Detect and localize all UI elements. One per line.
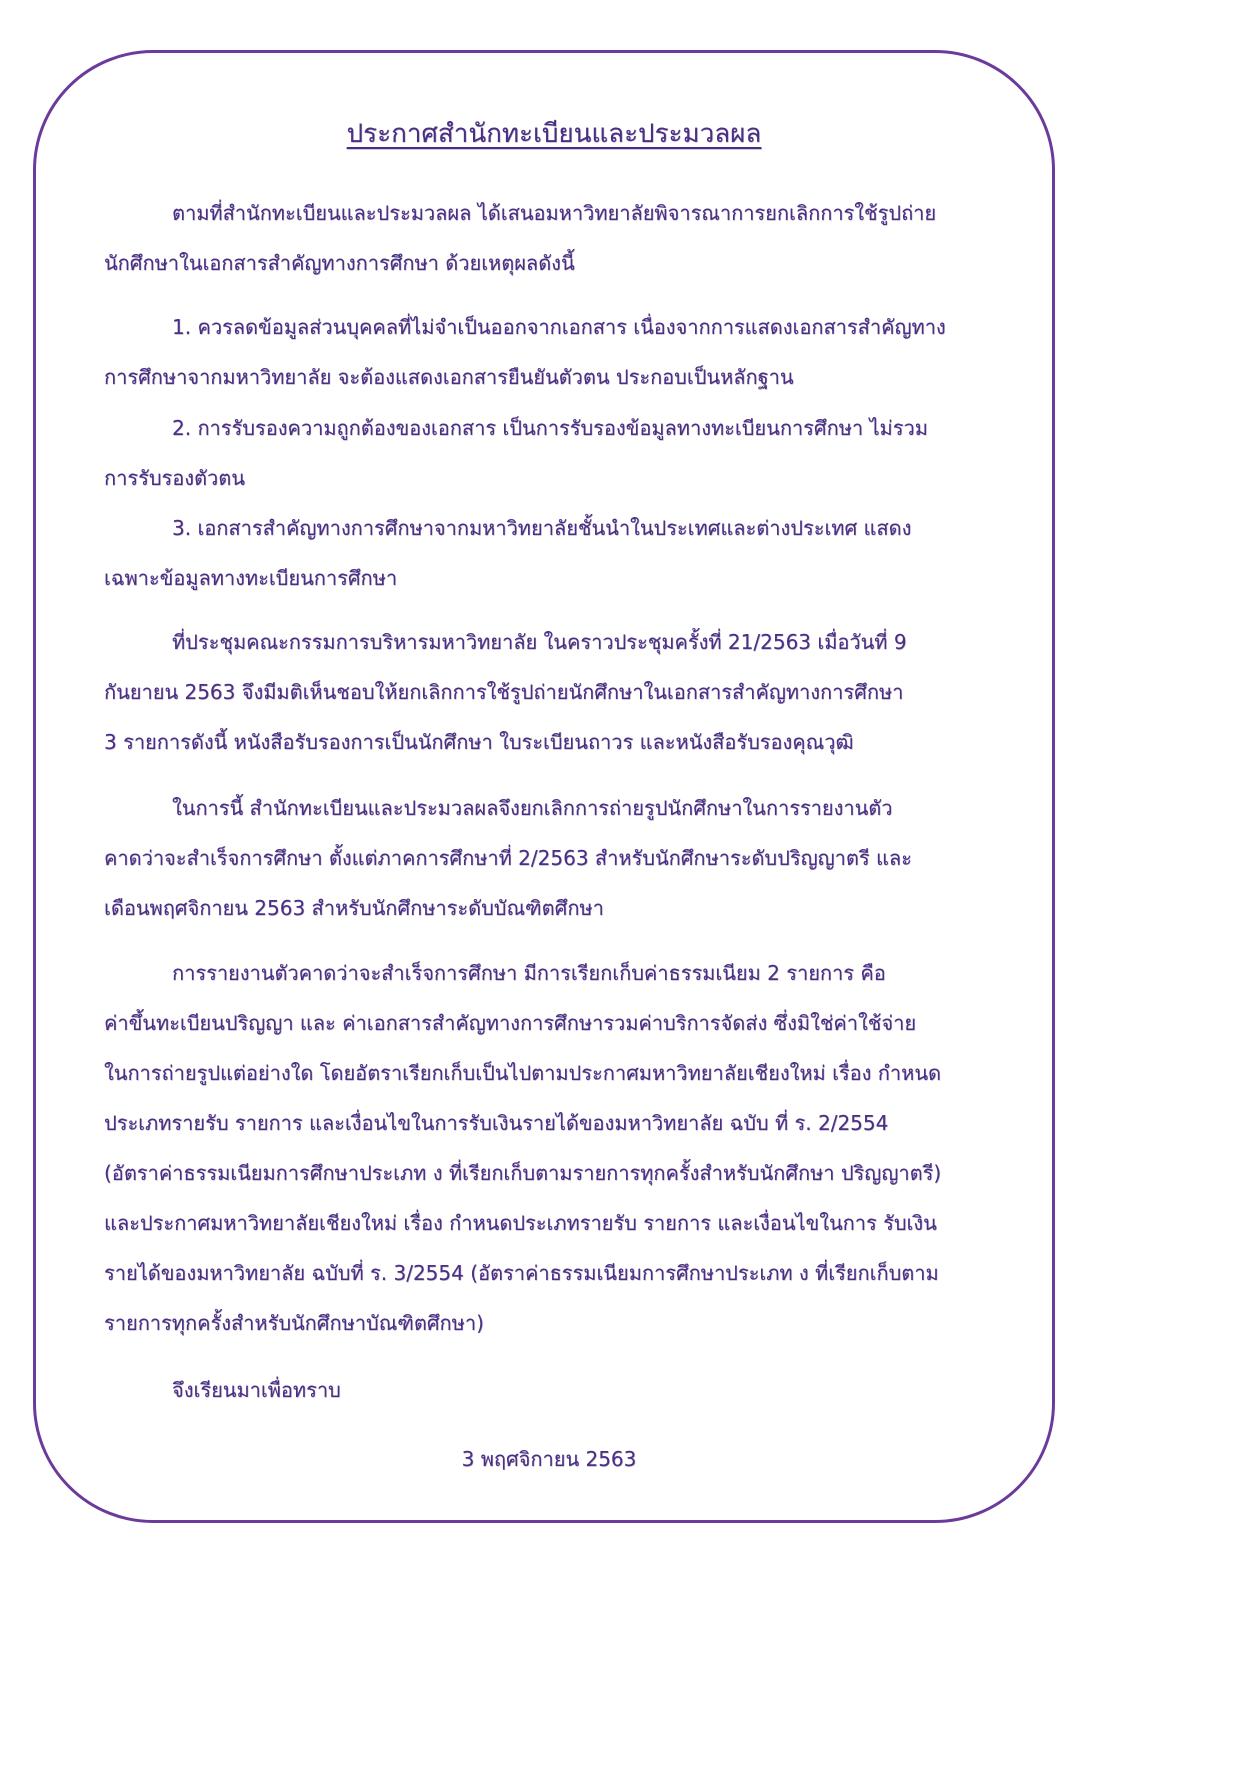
reason-line: 1. ควรลดข้อมูลส่วนบุคคลที่ไม่จำเป็นออกจากเอกสาร เนื่องจากการแสดงเอกสารสำคัญทาง bbox=[172, 315, 946, 339]
fees-line: ค่าขึ้นทะเบียนปริญญา และ ค่าเอกสารสำคัญทางการศึกษารวมค่าบริการจัดส่ง ซึ่งมิใช่ค่าใช้จ่าย bbox=[104, 1011, 917, 1035]
fees-line: รายได้ของมหาวิทยาลัย ฉบับที่ ร. 3/2554 (อัตราค่าธรรมเนียมการศึกษาประเภท ง ที่เรียกเก็บตาม bbox=[104, 1261, 939, 1285]
fees-paragraph bbox=[104, 948, 1004, 1348]
resolution-line: 3 รายการดังนี้ หนังสือรับรองการเป็นนักศึกษา ใบระเบียนถาวร และหนังสือรับรองคุณวุฒิ bbox=[104, 730, 854, 754]
resolution-paragraph bbox=[104, 617, 1004, 767]
fees-line: ประเภทรายรับ รายการ และเงื่อนไขในการรับเงินรายได้ของมหาวิทยาลัย ฉบับ ที่ ร. 2/2554 bbox=[104, 1111, 889, 1135]
fees-line: รายการทุกครั้งสำหรับนักศึกษาบัณฑิตศึกษา) bbox=[104, 1311, 484, 1335]
announcement-title: ประกาศสำนักทะเบียนและประมวลผล bbox=[346, 119, 762, 149]
reason-line: การรับรองตัวตน bbox=[104, 466, 245, 490]
intro-line: ตามที่สำนักทะเบียนและประมวลผล ได้เสนอมหาวิทยาลัยพิจารณาการยกเลิกการใช้รูปถ่าย bbox=[172, 201, 937, 225]
announcement-body bbox=[104, 0, 1004, 1556]
reason-line: การศึกษาจากมหาวิทยาลัย จะต้องแสดงเอกสารยืนยันตัวตน ประกอบเป็นหลักฐาน bbox=[104, 365, 794, 389]
intro-line: นักศึกษาในเอกสารสำคัญทางการศึกษา ด้วยเหตุผลดังนี้ bbox=[104, 251, 575, 275]
announcement-date: 3 พฤศจิกายน 2563 bbox=[461, 1447, 637, 1471]
fees-line: (อัตราค่าธรรมเนียมการศึกษาประเภท ง ที่เรียกเก็บตามรายการทุกครั้งสำหรับนักศึกษา ปริญญาตรี) bbox=[104, 1161, 942, 1185]
implementation-line: คาดว่าจะสำเร็จการศึกษา ตั้งแต่ภาคการศึกษาที่ 2/2563 สำหรับนักศึกษาระดับปริญญาตรี และ bbox=[104, 846, 912, 870]
closing-paragraph bbox=[104, 1365, 1004, 1415]
closing-line: จึงเรียนมาเพื่อทราบ bbox=[172, 1378, 341, 1402]
fees-line: และประกาศมหาวิทยาลัยเชียงใหม่ เรื่อง กำหนดประเภทรายรับ รายการ และเงื่อนไขในการ รับเงิน bbox=[104, 1211, 937, 1235]
implementation-line: ในการนี้ สำนักทะเบียนและประมวลผลจึงยกเลิกการถ่ายรูปนักศึกษาในการรายงานตัว bbox=[172, 796, 893, 820]
reason-2-paragraph bbox=[104, 403, 1004, 503]
resolution-line: กันยายน 2563 จึงมีมติเห็นชอบให้ยกเลิกการใช้รูปถ่ายนักศึกษาในเอกสารสำคัญทางการศึกษา bbox=[104, 680, 904, 704]
resolution-line: ที่ประชุมคณะกรรมการบริหารมหาวิทยาลัย ในคราวประชุมครั้งที่ 21/2563 เมื่อวันที่ 9 bbox=[172, 630, 907, 654]
fees-line: ในการถ่ายรูปแต่อย่างใด โดยอัตราเรียกเก็บเป็นไปตามประกาศมหาวิทยาลัยเชียงใหม่ เรื่อง กำหนด bbox=[104, 1061, 941, 1085]
intro-paragraph bbox=[104, 188, 1004, 288]
reason-1-paragraph bbox=[104, 302, 1004, 402]
reason-line: เฉพาะข้อมูลทางทะเบียนการศึกษา bbox=[104, 566, 398, 590]
reason-line: 3. เอกสารสำคัญทางการศึกษาจากมหาวิทยาลัยชั้นนำในประเทศและต่างประเทศ แสดง bbox=[172, 516, 912, 540]
implementation-paragraph bbox=[104, 783, 1004, 933]
reason-3-paragraph bbox=[104, 503, 1004, 603]
implementation-line: เดือนพฤศจิกายน 2563 สำหรับนักศึกษาระดับบัณฑิตศึกษา bbox=[104, 896, 604, 920]
fees-line: การรายงานตัวคาดว่าจะสำเร็จการศึกษา มีการเรียกเก็บค่าธรรมเนียม 2 รายการ คือ bbox=[172, 961, 886, 985]
reason-line: 2. การรับรองความถูกต้องของเอกสาร เป็นการรับรองข้อมูลทางทะเบียนการศึกษา ไม่รวม bbox=[172, 416, 928, 440]
